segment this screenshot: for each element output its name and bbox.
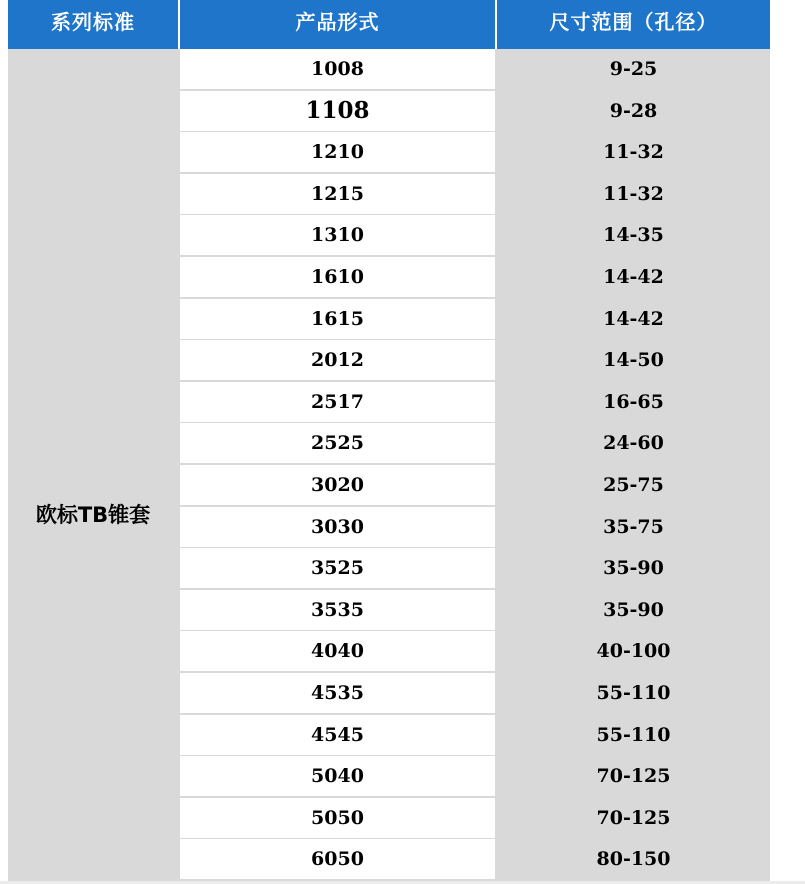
size-range-cell: 55-110 <box>497 715 770 755</box>
model-cell: 2525 <box>180 423 495 463</box>
size-range-cell: 70-125 <box>497 798 770 838</box>
size-range-cell: 16-65 <box>497 382 770 422</box>
size-range-cell: 14-42 <box>497 257 770 297</box>
model-cell: 1008 <box>180 49 495 89</box>
size-range-cell: 35-90 <box>497 590 770 630</box>
size-range-cell: 40-100 <box>497 631 770 671</box>
model-cell: 1108 <box>180 91 495 131</box>
header-product-form: 产品形式 <box>295 10 380 34</box>
model-cell: 5050 <box>180 798 495 838</box>
size-range-cell: 9-25 <box>497 49 770 89</box>
size-range-cell: 70-125 <box>497 756 770 796</box>
model-cell: 2517 <box>180 382 495 422</box>
header-size-range: 尺寸范围（孔径） <box>549 10 718 34</box>
size-range-cell: 9-28 <box>497 91 770 131</box>
size-range-cell: 11-32 <box>497 132 770 172</box>
size-range-cell: 14-35 <box>497 215 770 255</box>
size-range-cell: 11-32 <box>497 174 770 214</box>
size-range-cell: 35-75 <box>497 507 770 547</box>
model-cell: 1610 <box>180 257 495 297</box>
model-cell: 3535 <box>180 590 495 630</box>
size-range-cell: 25-75 <box>497 465 770 505</box>
model-cell: 1310 <box>180 215 495 255</box>
model-cell: 2012 <box>180 340 495 380</box>
size-range-cell: 14-50 <box>497 340 770 380</box>
size-range-cell: 55-110 <box>497 673 770 713</box>
model-cell: 4040 <box>180 631 495 671</box>
model-cell: 5040 <box>180 756 495 796</box>
header-series-standard: 系列标准 <box>51 10 135 34</box>
size-range-cell: 80-150 <box>497 839 770 879</box>
model-cell: 6050 <box>180 839 495 879</box>
model-cell: 3525 <box>180 548 495 588</box>
model-cell: 1210 <box>180 132 495 172</box>
model-cell: 1215 <box>180 174 495 214</box>
model-cell: 4545 <box>180 715 495 755</box>
model-column <box>180 49 495 881</box>
spec-table <box>8 0 770 881</box>
size-range-column <box>497 49 770 881</box>
size-range-cell: 35-90 <box>497 548 770 588</box>
model-cell: 3030 <box>180 507 495 547</box>
model-cell: 3020 <box>180 465 495 505</box>
size-range-cell: 24-60 <box>497 423 770 463</box>
model-cell: 1615 <box>180 299 495 339</box>
series-label: 欧标TB锥套 <box>35 503 151 527</box>
table-header <box>8 0 770 49</box>
size-range-cell: 14-42 <box>497 299 770 339</box>
series-cell <box>8 49 178 881</box>
model-cell: 4535 <box>180 673 495 713</box>
